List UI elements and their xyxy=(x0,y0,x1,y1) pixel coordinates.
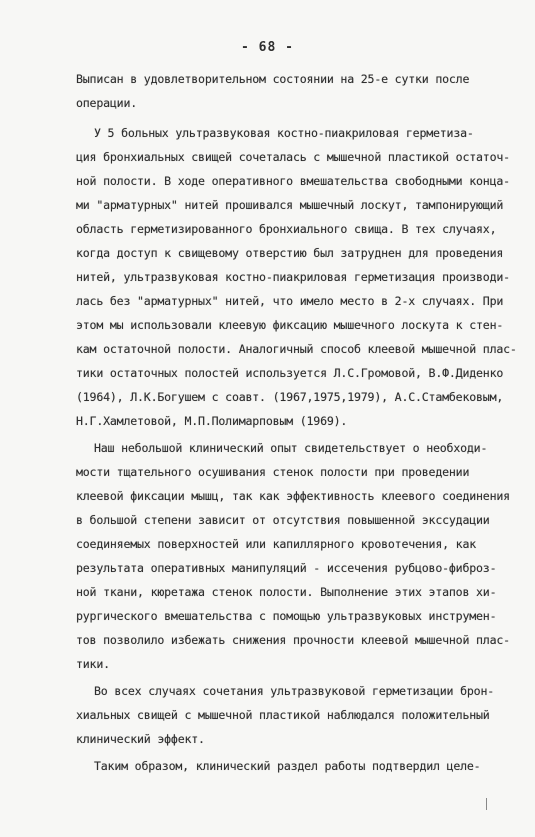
text-line: когда доступ к свищевому отверстию был затруднен для проведения xyxy=(76,246,504,260)
text-line: область герметизированного бронхиального свища. В тех случаях, xyxy=(76,222,497,236)
text-line: ной ткани, кюретажа стенок полости. Выполнение этих этапов хи- xyxy=(76,585,497,599)
text-line: соединяемых поверхностей или капиллярного кровотечения, как xyxy=(76,537,477,551)
text-line: Н.Г.Хамлетовой, М.П.Полимарповым (1969). xyxy=(76,414,348,428)
text-line: клинический эффект. xyxy=(76,732,205,746)
text-line: результата оперативных манипуляций - иссечения рубцово-фиброз- xyxy=(76,561,497,575)
text-line: хиальных свищей с мышечной пластикой наблюдался положительный xyxy=(76,708,490,722)
text-line: ми "арматурных" нитей прошивался мышечный лоскут, тампонирующий xyxy=(76,198,504,212)
text-line: Таким образом, клинический раздел работы подтвердил целе- xyxy=(94,759,481,773)
text-line: тов позволило избежать снижения прочности клеевой мышечной плас- xyxy=(76,633,510,647)
text-line: операции. xyxy=(76,96,138,110)
text-line: лась без "арматурных" нитей, что имело место в 2-х случаях. При xyxy=(76,294,504,308)
text-line: тики остаточных полостей используется Л.С.Громовой, В.Ф.Диденко xyxy=(76,366,504,380)
text-line: кам остаточной полости. Аналогичный способ клеевой мышечной плас- xyxy=(76,342,517,356)
text-line: ной полости. В ходе оперативного вмешательства свободными конца- xyxy=(76,174,510,188)
margin-mark xyxy=(486,798,487,810)
text-line: Во всех случаях сочетания ультразвуковой герметизации брон- xyxy=(94,684,495,698)
page-number: - 68 - xyxy=(241,40,294,55)
text-line: У 5 больных ультразвуковая костно-пиакриловая герметиза- xyxy=(94,126,474,140)
text-line: тики. xyxy=(76,657,110,671)
text-line: ция бронхиальных свищей сочеталась с мышечной пластикой остаточ- xyxy=(76,150,510,164)
text-line: мости тщательного осушивания стенок полости при проведении xyxy=(76,465,470,479)
text-line: (1964), Л.К.Богушем с соавт. (1967,1975,1979), А.С.Стамбековым, xyxy=(76,390,504,404)
text-line: нитей, ультразвуковая костно-пиакриловая герметизация производи- xyxy=(76,270,510,284)
text-line: Наш небольшой клинический опыт свидетельствует о необходи- xyxy=(94,441,488,455)
text-line: Выписан в удовлетворительном состоянии на 25-е сутки после xyxy=(76,72,470,86)
text-line: клеевой фиксации мышц, так как эффективность клеевого соединения xyxy=(76,489,510,503)
text-line: этом мы использовали клеевую фиксацию мышечного лоскута к стен- xyxy=(76,318,504,332)
text-line: в большой степени зависит от отсутствия повышенной экссудации xyxy=(76,513,490,527)
text-line: рургического вмешательства с помощью ультразвуковых инструмен- xyxy=(76,609,497,623)
